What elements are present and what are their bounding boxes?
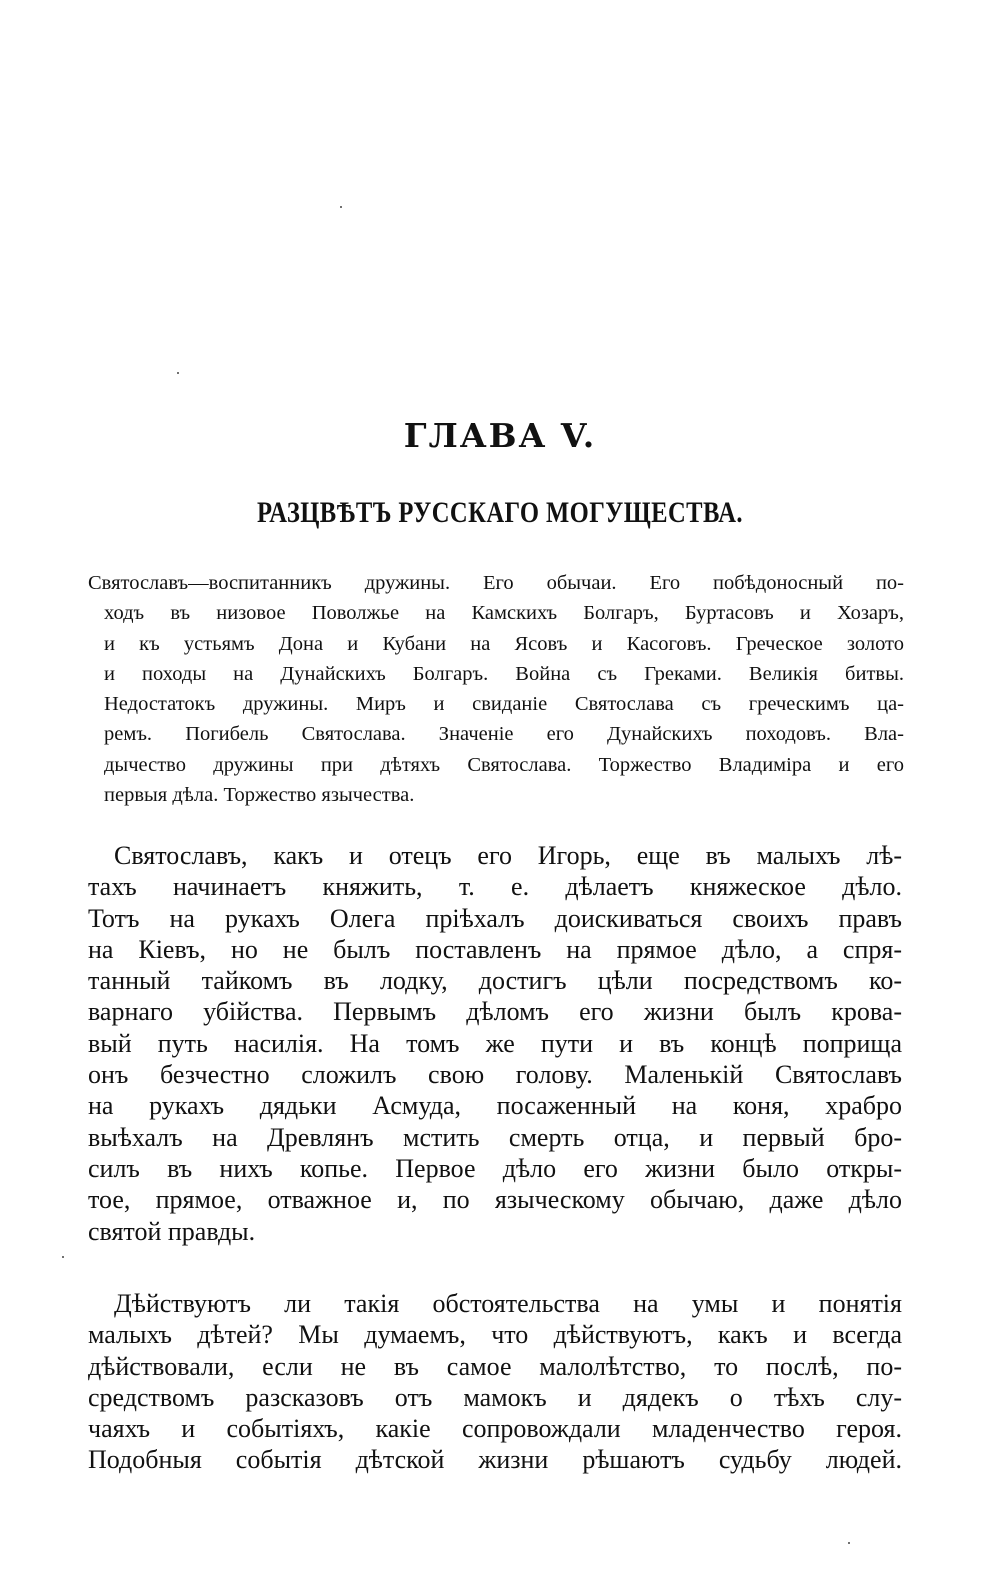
- paragraph-line: силъ въ нихъ копье. Первое дѣло его жизни было откры-: [88, 1153, 902, 1183]
- paragraph-line: средствомъ разсказовъ отъ мамокъ и дядекъ о тѣхъ слу-: [88, 1382, 902, 1412]
- paragraph-line: Святославъ, какъ и отецъ его Игорь, еще въ малыхъ лѣ-: [114, 841, 902, 870]
- paragraph-line: на рукахъ дядьки Асмуда, посаженный на коня, храбро: [88, 1091, 902, 1121]
- paragraph-line: онъ безчестно сложилъ свою голову. Маленькій Святославъ: [88, 1060, 902, 1090]
- paragraph-line: танный тайкомъ въ лодку, достигъ цѣли посредствомъ ко-: [88, 966, 902, 996]
- paragraph-line: чаяхъ и событіяхъ, какіе сопровождали младенчество героя.: [88, 1414, 902, 1444]
- paragraph-line: Тотъ на рукахъ Олега пріѣхалъ доискиваться своихъ правъ: [88, 903, 902, 933]
- chapter-summary: [88, 568, 904, 810]
- summary-line: Недостатокъ дружины. Миръ и свиданіе Святослава съ греческимъ ца-: [104, 693, 904, 716]
- summary-line: ходъ въ низовое Поволжье на Камскихъ Болгаръ, Буртасовъ и Хозаръ,: [104, 602, 904, 625]
- summary-line: первыя дѣла. Торжество язычества.: [104, 784, 415, 807]
- paragraph-line: тахъ начинаетъ княжить, т. е. дѣлаетъ княжеское дѣло.: [88, 872, 902, 902]
- chapter-title: ГЛАВА V.: [403, 416, 597, 455]
- print-speck: [62, 1256, 64, 1258]
- chapter-subtitle: РАЗЦВѢТЪ РУССКАГО МОГУЩЕСТВА.: [257, 496, 743, 529]
- paragraph-line: дѣйствовали, если не въ самое малолѣтство, то послѣ, по-: [88, 1351, 902, 1381]
- paragraph-line: Подобныя событія дѣтской жизни рѣшаютъ судьбу людей.: [88, 1445, 902, 1475]
- summary-line: и къ устьямъ Дона и Кубани на Ясовъ и Касоговъ. Греческое золото: [104, 632, 904, 655]
- paragraph-line: выѣхалъ на Древлянъ мстить смерть отца, и первый бро-: [88, 1122, 902, 1152]
- paragraph-line: на Кіевъ, но не былъ поставленъ на прямое дѣло, а спря-: [88, 934, 902, 964]
- paragraph-line: Дѣйствуютъ ли такія обстоятельства на умы и понятія: [114, 1289, 902, 1318]
- print-speck: [340, 206, 342, 208]
- paragraph-line: малыхъ дѣтей? Мы думаемъ, что дѣйствуютъ, какъ и всегда: [88, 1320, 902, 1350]
- paragraph-line: вый путь насилія. На томъ же пути и въ концѣ поприща: [88, 1028, 902, 1058]
- paragraph-line: тое, прямое, отважное и, по языческому обычаю, даже дѣло: [88, 1185, 902, 1215]
- summary-line: дычество дружины при дѣтяхъ Святослава. Торжество Владиміра и его: [104, 753, 904, 776]
- body-paragraph-1: [88, 840, 902, 1247]
- summary-line: Святославъ—воспитанникъ дружины. Его обычаи. Его побѣдоносный по-: [88, 572, 904, 594]
- print-speck: [848, 1542, 850, 1544]
- paragraph-line: святой правды.: [88, 1216, 256, 1246]
- body-paragraph-2: [88, 1288, 902, 1476]
- summary-line: ремъ. Погибель Святослава. Значеніе его Дунайскихъ походовъ. Вла-: [104, 723, 904, 746]
- print-speck: [177, 372, 179, 374]
- summary-line: и походы на Дунайскихъ Болгаръ. Война съ Греками. Великія битвы.: [104, 662, 904, 685]
- paragraph-line: варнаго убійства. Первымъ дѣломъ его жизни былъ крова-: [88, 997, 902, 1027]
